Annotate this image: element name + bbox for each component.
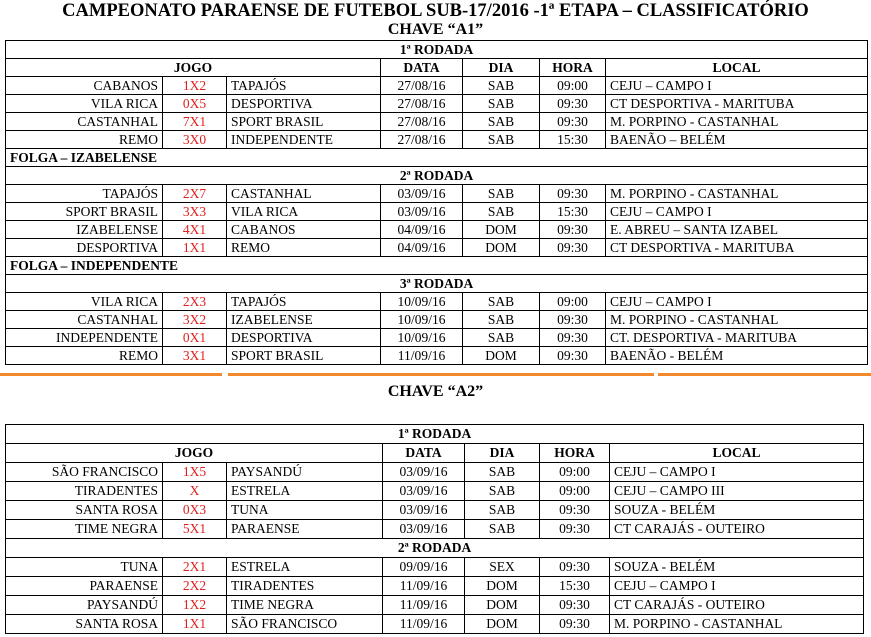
header-jogo: JOGO: [6, 59, 381, 77]
match-day: SAB: [463, 113, 540, 131]
section-divider: [0, 373, 871, 376]
game-row: [6, 558, 864, 577]
score: 0X1: [163, 329, 227, 347]
match-day: DOM: [463, 347, 540, 365]
away-team: TAPAJÓS: [227, 293, 381, 311]
away-team: SPORT BRASIL: [227, 347, 381, 365]
match-day: DOM: [465, 596, 540, 615]
match-day: SAB: [463, 329, 540, 347]
match-venue: BAENÃO - BELÉM: [606, 347, 868, 365]
match-day: SEX: [465, 558, 540, 577]
away-team: INDEPENDENTE: [227, 131, 381, 149]
match-time: 15:30: [540, 577, 610, 596]
rodada-label-row: [6, 539, 864, 558]
game-row: [6, 293, 868, 311]
match-time: 09:00: [540, 293, 606, 311]
score: 2X1: [163, 558, 227, 577]
chave-a2-title: CHAVE “A2”: [387, 383, 484, 400]
header-dia: DIA: [463, 59, 540, 77]
match-time: 09:30: [540, 347, 606, 365]
game-row: [6, 482, 864, 501]
away-team: PARAENSE: [227, 520, 383, 539]
match-venue: BAENÃO – BELÉM: [606, 131, 868, 149]
match-venue: CT DESPORTIVA - MARITUBA: [606, 239, 868, 257]
match-time: 15:30: [540, 131, 606, 149]
header-dia: DIA: [465, 444, 540, 463]
folga-label-row: [6, 149, 868, 167]
rodada-label-row: [6, 275, 868, 293]
folga-label: FOLGA – INDEPENDENTE: [6, 257, 868, 275]
match-venue: SOUZA - BELÉM: [610, 501, 864, 520]
game-row: [6, 577, 864, 596]
match-date: 09/09/16: [383, 558, 465, 577]
match-venue: M. PORPINO - CASTANHAL: [606, 311, 868, 329]
match-day: SAB: [465, 482, 540, 501]
match-time: 09:30: [540, 329, 606, 347]
home-team: TAPAJÓS: [6, 185, 163, 203]
match-time: 09:30: [540, 311, 606, 329]
home-team: VILA RICA: [6, 95, 163, 113]
rodada-label: 2ª RODADA: [6, 539, 864, 558]
away-team: PAYSANDÚ: [227, 463, 383, 482]
score: 2X3: [163, 293, 227, 311]
rodada-label: 2ª RODADA: [6, 167, 868, 185]
match-time: 09:00: [540, 463, 610, 482]
home-team: SPORT BRASIL: [6, 203, 163, 221]
match-time: 09:30: [540, 185, 606, 203]
game-row: [6, 501, 864, 520]
match-day: SAB: [463, 77, 540, 95]
rodada-label-row: [6, 41, 868, 59]
away-team: CASTANHAL: [227, 185, 381, 203]
rodada-label-row: [6, 425, 864, 444]
score: 2X2: [163, 577, 227, 596]
match-date: 04/09/16: [381, 221, 463, 239]
header-local: LOCAL: [606, 59, 868, 77]
game-row: [6, 520, 864, 539]
header-data: DATA: [381, 59, 463, 77]
score: 0X3: [163, 501, 227, 520]
home-team: TIME NEGRA: [6, 520, 163, 539]
match-date: 03/09/16: [383, 482, 465, 501]
match-date: 27/08/16: [381, 113, 463, 131]
match-time: 09:30: [540, 520, 610, 539]
away-team: DESPORTIVA: [227, 329, 381, 347]
header-hora: HORA: [540, 59, 606, 77]
home-team: REMO: [6, 131, 163, 149]
rodada-label: 3ª RODADA: [6, 275, 868, 293]
match-venue: SOUZA - BELÉM: [610, 558, 864, 577]
match-date: 11/09/16: [383, 577, 465, 596]
score: 3X0: [163, 131, 227, 149]
match-date: 11/09/16: [381, 347, 463, 365]
score: 1X2: [163, 77, 227, 95]
match-venue: CT CARAJÁS - OUTEIRO: [610, 596, 864, 615]
match-time: 15:30: [540, 203, 606, 221]
match-venue: CEJU – CAMPO I: [606, 77, 868, 95]
match-time: 09:30: [540, 95, 606, 113]
rodada-label-row: [6, 167, 868, 185]
away-team: TIRADENTES: [227, 577, 383, 596]
match-day: SAB: [463, 185, 540, 203]
match-time: 09:00: [540, 77, 606, 95]
match-venue: CEJU – CAMPO III: [610, 482, 864, 501]
game-row: [6, 347, 868, 365]
match-time: 09:30: [540, 558, 610, 577]
away-team: CABANOS: [227, 221, 381, 239]
match-venue: CEJU – CAMPO I: [610, 463, 864, 482]
folga-label: FOLGA – IZABELENSE: [6, 149, 868, 167]
match-venue: M. PORPINO - CASTANHAL: [606, 185, 868, 203]
match-day: SAB: [463, 311, 540, 329]
home-team: VILA RICA: [6, 293, 163, 311]
home-team: SANTA ROSA: [6, 615, 163, 634]
match-day: DOM: [463, 221, 540, 239]
home-team: SÃO FRANCISCO: [6, 463, 163, 482]
page-title: CAMPEONATO PARAENSE DE FUTEBOL SUB-17/2016 -1ª ETAPA – CLASSIFICATÓRIO: [62, 1, 809, 21]
match-date: 03/09/16: [383, 463, 465, 482]
match-day: SAB: [463, 95, 540, 113]
game-row: [6, 113, 868, 131]
match-date: 04/09/16: [381, 239, 463, 257]
game-row: [6, 596, 864, 615]
away-team: ESTRELA: [227, 558, 383, 577]
match-day: SAB: [465, 463, 540, 482]
score: X: [163, 482, 227, 501]
score: 3X3: [163, 203, 227, 221]
match-time: 09:30: [540, 501, 610, 520]
match-day: DOM: [465, 577, 540, 596]
away-team: TUNA: [227, 501, 383, 520]
match-day: DOM: [463, 239, 540, 257]
score: 3X1: [163, 347, 227, 365]
score: 3X2: [163, 311, 227, 329]
score: 4X1: [163, 221, 227, 239]
away-team: DESPORTIVA: [227, 95, 381, 113]
home-team: PAYSANDÚ: [6, 596, 163, 615]
match-venue: CT CARAJÁS - OUTEIRO: [610, 520, 864, 539]
match-time: 09:30: [540, 239, 606, 257]
away-team: REMO: [227, 239, 381, 257]
header-row: [6, 59, 868, 77]
match-time: 09:30: [540, 615, 610, 634]
game-row: [6, 203, 868, 221]
game-row: [6, 239, 868, 257]
match-date: 27/08/16: [381, 95, 463, 113]
match-time: 09:30: [540, 113, 606, 131]
home-team: INDEPENDENTE: [6, 329, 163, 347]
match-date: 10/09/16: [381, 311, 463, 329]
match-venue: E. ABREU – SANTA IZABEL: [606, 221, 868, 239]
game-row: [6, 95, 868, 113]
match-day: SAB: [465, 501, 540, 520]
rodada-label: 1ª RODADA: [6, 425, 864, 444]
score: 1X1: [163, 239, 227, 257]
away-team: VILA RICA: [227, 203, 381, 221]
match-venue: CEJU – CAMPO I: [610, 577, 864, 596]
match-venue: CEJU – CAMPO I: [606, 293, 868, 311]
game-row: [6, 463, 864, 482]
header-row: [6, 444, 864, 463]
home-team: CASTANHAL: [6, 113, 163, 131]
game-row: [6, 185, 868, 203]
home-team: TUNA: [6, 558, 163, 577]
match-date: 27/08/16: [381, 77, 463, 95]
chave-a2-table: [5, 424, 864, 634]
match-date: 11/09/16: [383, 615, 465, 634]
match-day: DOM: [465, 615, 540, 634]
match-day: SAB: [463, 293, 540, 311]
chave-a1-title: CHAVE “A1”: [387, 21, 484, 38]
match-time: 09:00: [540, 482, 610, 501]
match-venue: CEJU – CAMPO I: [606, 203, 868, 221]
home-team: REMO: [6, 347, 163, 365]
match-time: 09:30: [540, 221, 606, 239]
score: 2X7: [163, 185, 227, 203]
score: 7X1: [163, 113, 227, 131]
home-team: PARAENSE: [6, 577, 163, 596]
chave-a1-table: [5, 40, 868, 365]
away-team: ESTRELA: [227, 482, 383, 501]
match-day: SAB: [463, 203, 540, 221]
match-date: 10/09/16: [381, 293, 463, 311]
match-date: 03/09/16: [381, 185, 463, 203]
match-date: 11/09/16: [383, 596, 465, 615]
score: 1X2: [163, 596, 227, 615]
home-team: IZABELENSE: [6, 221, 163, 239]
match-venue: CT. DESPORTIVA - MARITUBA: [606, 329, 868, 347]
away-team: TIME NEGRA: [227, 596, 383, 615]
match-venue: M. PORPINO - CASTANHAL: [606, 113, 868, 131]
match-time: 09:30: [540, 596, 610, 615]
header-jogo: JOGO: [6, 444, 383, 463]
game-row: [6, 131, 868, 149]
home-team: CASTANHAL: [6, 311, 163, 329]
away-team: SPORT BRASIL: [227, 113, 381, 131]
score: 0X5: [163, 95, 227, 113]
game-row: [6, 221, 868, 239]
away-team: IZABELENSE: [227, 311, 381, 329]
score: 5X1: [163, 520, 227, 539]
match-day: SAB: [463, 131, 540, 149]
game-row: [6, 615, 864, 634]
header-local: LOCAL: [610, 444, 864, 463]
home-team: SANTA ROSA: [6, 501, 163, 520]
game-row: [6, 329, 868, 347]
match-date: 27/08/16: [381, 131, 463, 149]
match-date: 03/09/16: [383, 501, 465, 520]
match-date: 10/09/16: [381, 329, 463, 347]
home-team: TIRADENTES: [6, 482, 163, 501]
score: 1X5: [163, 463, 227, 482]
match-venue: M. PORPINO - CASTANHAL: [610, 615, 864, 634]
home-team: DESPORTIVA: [6, 239, 163, 257]
game-row: [6, 311, 868, 329]
match-date: 03/09/16: [381, 203, 463, 221]
home-team: CABANOS: [6, 77, 163, 95]
match-venue: CT DESPORTIVA - MARITUBA: [606, 95, 868, 113]
score: 1X1: [163, 615, 227, 634]
game-row: [6, 77, 868, 95]
match-date: 03/09/16: [383, 520, 465, 539]
header-hora: HORA: [540, 444, 610, 463]
away-team: TAPAJÓS: [227, 77, 381, 95]
rodada-label: 1ª RODADA: [6, 41, 868, 59]
header-data: DATA: [383, 444, 465, 463]
match-day: SAB: [465, 520, 540, 539]
away-team: SÃO FRANCISCO: [227, 615, 383, 634]
folga-label-row: [6, 257, 868, 275]
